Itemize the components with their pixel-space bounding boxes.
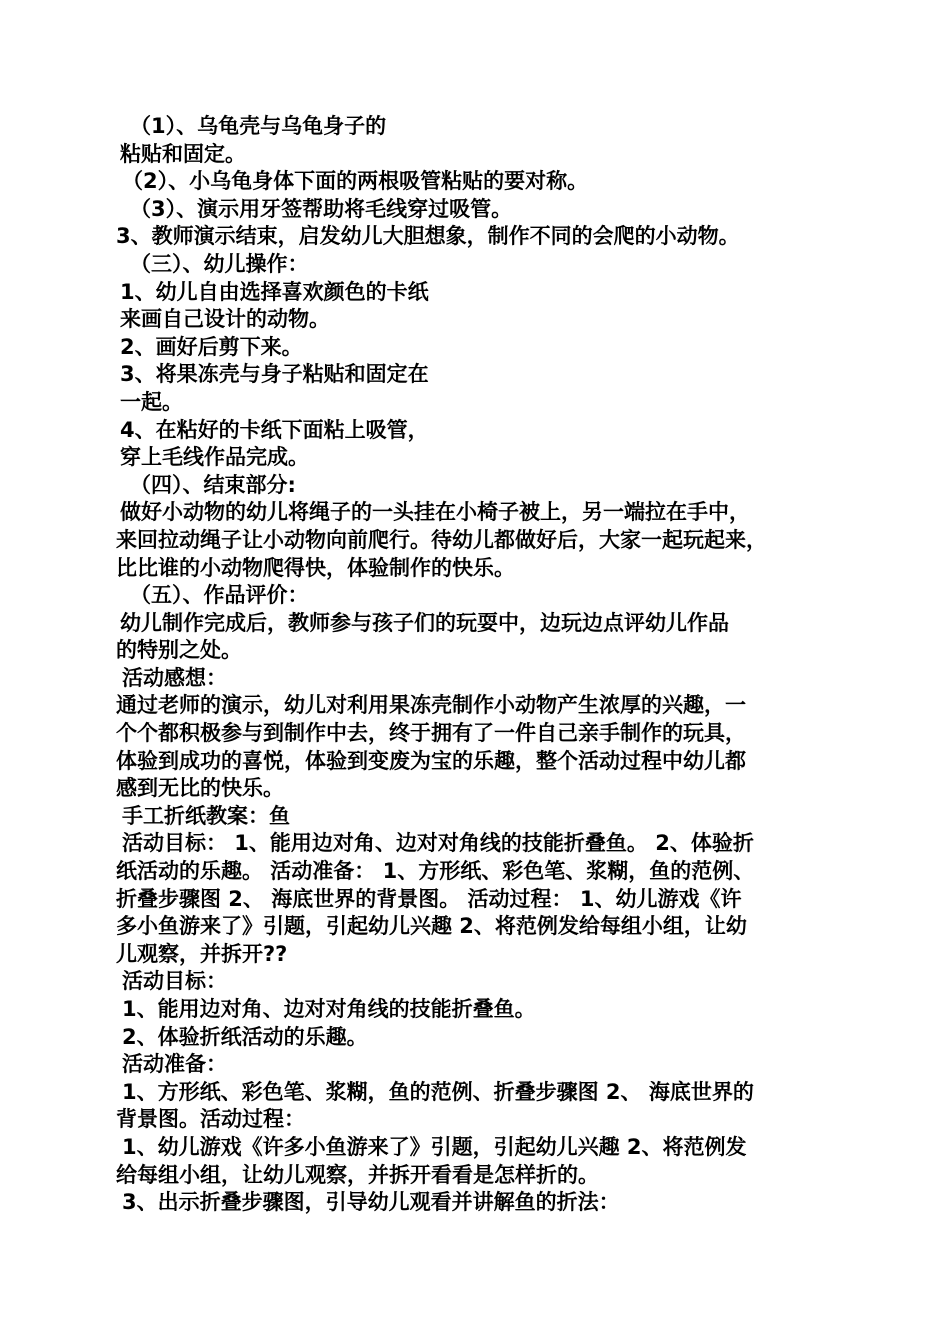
text-line: 的特别之处。 — [116, 638, 242, 663]
text-line: 1、能用边对角、边对对角线的技能折叠鱼。 — [122, 997, 536, 1021]
text-line: 3、教师演示结束，启发幼儿大胆想象，制作不同的会爬的小动物。 — [116, 224, 740, 249]
text-line: 3、出示折叠步骤图，引导幼儿观看并讲解鱼的折法： — [122, 1190, 620, 1215]
text-line: 体验到成功的喜悦，体验到变废为宝的乐趣，整个活动过程中幼儿都 — [116, 748, 746, 773]
text-line: 通过老师的演示，幼儿对利用果冻壳制作小动物产生浓厚的兴趣，一 — [116, 693, 746, 718]
text-line: 幼儿制作完成后，教师参与孩子们的玩耍中，边玩边点评幼儿作品 — [120, 610, 729, 635]
text-line: 1、幼儿游戏《许多小鱼游来了》引题，引起幼儿兴趣 2、将范例发 — [122, 1134, 747, 1159]
text-line: 粘贴和固定。 — [120, 141, 246, 166]
text-line: 多小鱼游来了》引题，引起幼儿兴趣 2、将范例发给每组小组，让幼 — [116, 914, 747, 939]
text-line: （三）、幼儿操作： — [130, 251, 309, 276]
text-line: 折叠步骤图 2、 海底世界的背景图。 活动过程： 1、幼儿游戏《许 — [116, 886, 742, 911]
text-line: 给每组小组，让幼儿观察，并拆开看看是怎样折的。 — [116, 1162, 599, 1187]
text-line: 来画自己设计的动物。 — [120, 307, 330, 332]
text-line: （3）、演示用牙签帮助将毛线穿过吸管。 — [130, 196, 513, 221]
text-line: 4、在粘好的卡纸下面粘上吸管， — [120, 417, 429, 442]
text-line: 手工折纸教案：鱼 — [122, 803, 290, 828]
text-line: 活动目标： — [122, 969, 227, 994]
text-line: 背景图。活动过程： — [116, 1107, 305, 1132]
text-line: 一起。 — [120, 389, 183, 414]
text-line: 感到无比的快乐。 — [116, 776, 284, 801]
text-line: 比比谁的小动物爬得快，体验制作的快乐。 — [116, 555, 515, 580]
text-line: （五）、作品评价： — [130, 583, 309, 608]
text-line: 穿上毛线作品完成。 — [120, 445, 309, 470]
text-line: （四）、结束部分: — [130, 472, 296, 497]
text-line: 做好小动物的幼儿将绳子的一头挂在小椅子被上，另一端拉在手中， — [120, 500, 750, 525]
text-line: （2）、小乌龟身体下面的两根吸管粘贴的要对称。 — [122, 169, 589, 194]
text-line: 活动感想： — [122, 665, 227, 690]
text-line: 纸活动的乐趣。 活动准备： 1、方形纸、彩色笔、浆糊，鱼的范例、 — [116, 859, 755, 884]
text-line: 活动准备： — [122, 1052, 227, 1077]
text-line: 1、方形纸、彩色笔、浆糊，鱼的范例、折叠步骤图 2、 海底世界的 — [122, 1079, 754, 1104]
text-line: 儿观察，并拆开?? — [116, 941, 288, 966]
text-line: 个个都积极参与到制作中去，终于拥有了一件自己亲手制作的玩具， — [116, 721, 746, 746]
text-line: 2、画好后剪下来。 — [120, 334, 303, 359]
text-line: 3、将果冻壳与身子粘贴和固定在 — [120, 362, 429, 387]
text-line: （1）、乌龟壳与乌龟身子的 — [130, 114, 387, 138]
document-body — [116, 113, 846, 1217]
text-line: 来回拉动绳子让小动物向前爬行。待幼儿都做好后，大家一起玩起来， — [116, 527, 767, 552]
text-line: 2、体验折纸活动的乐趣。 — [122, 1024, 368, 1049]
text-line: 活动目标： 1、能用边对角、边对对角线的技能折叠鱼。 2、体验折 — [122, 831, 754, 856]
text-line: 1、幼儿自由选择喜欢颜色的卡纸 — [120, 279, 429, 304]
